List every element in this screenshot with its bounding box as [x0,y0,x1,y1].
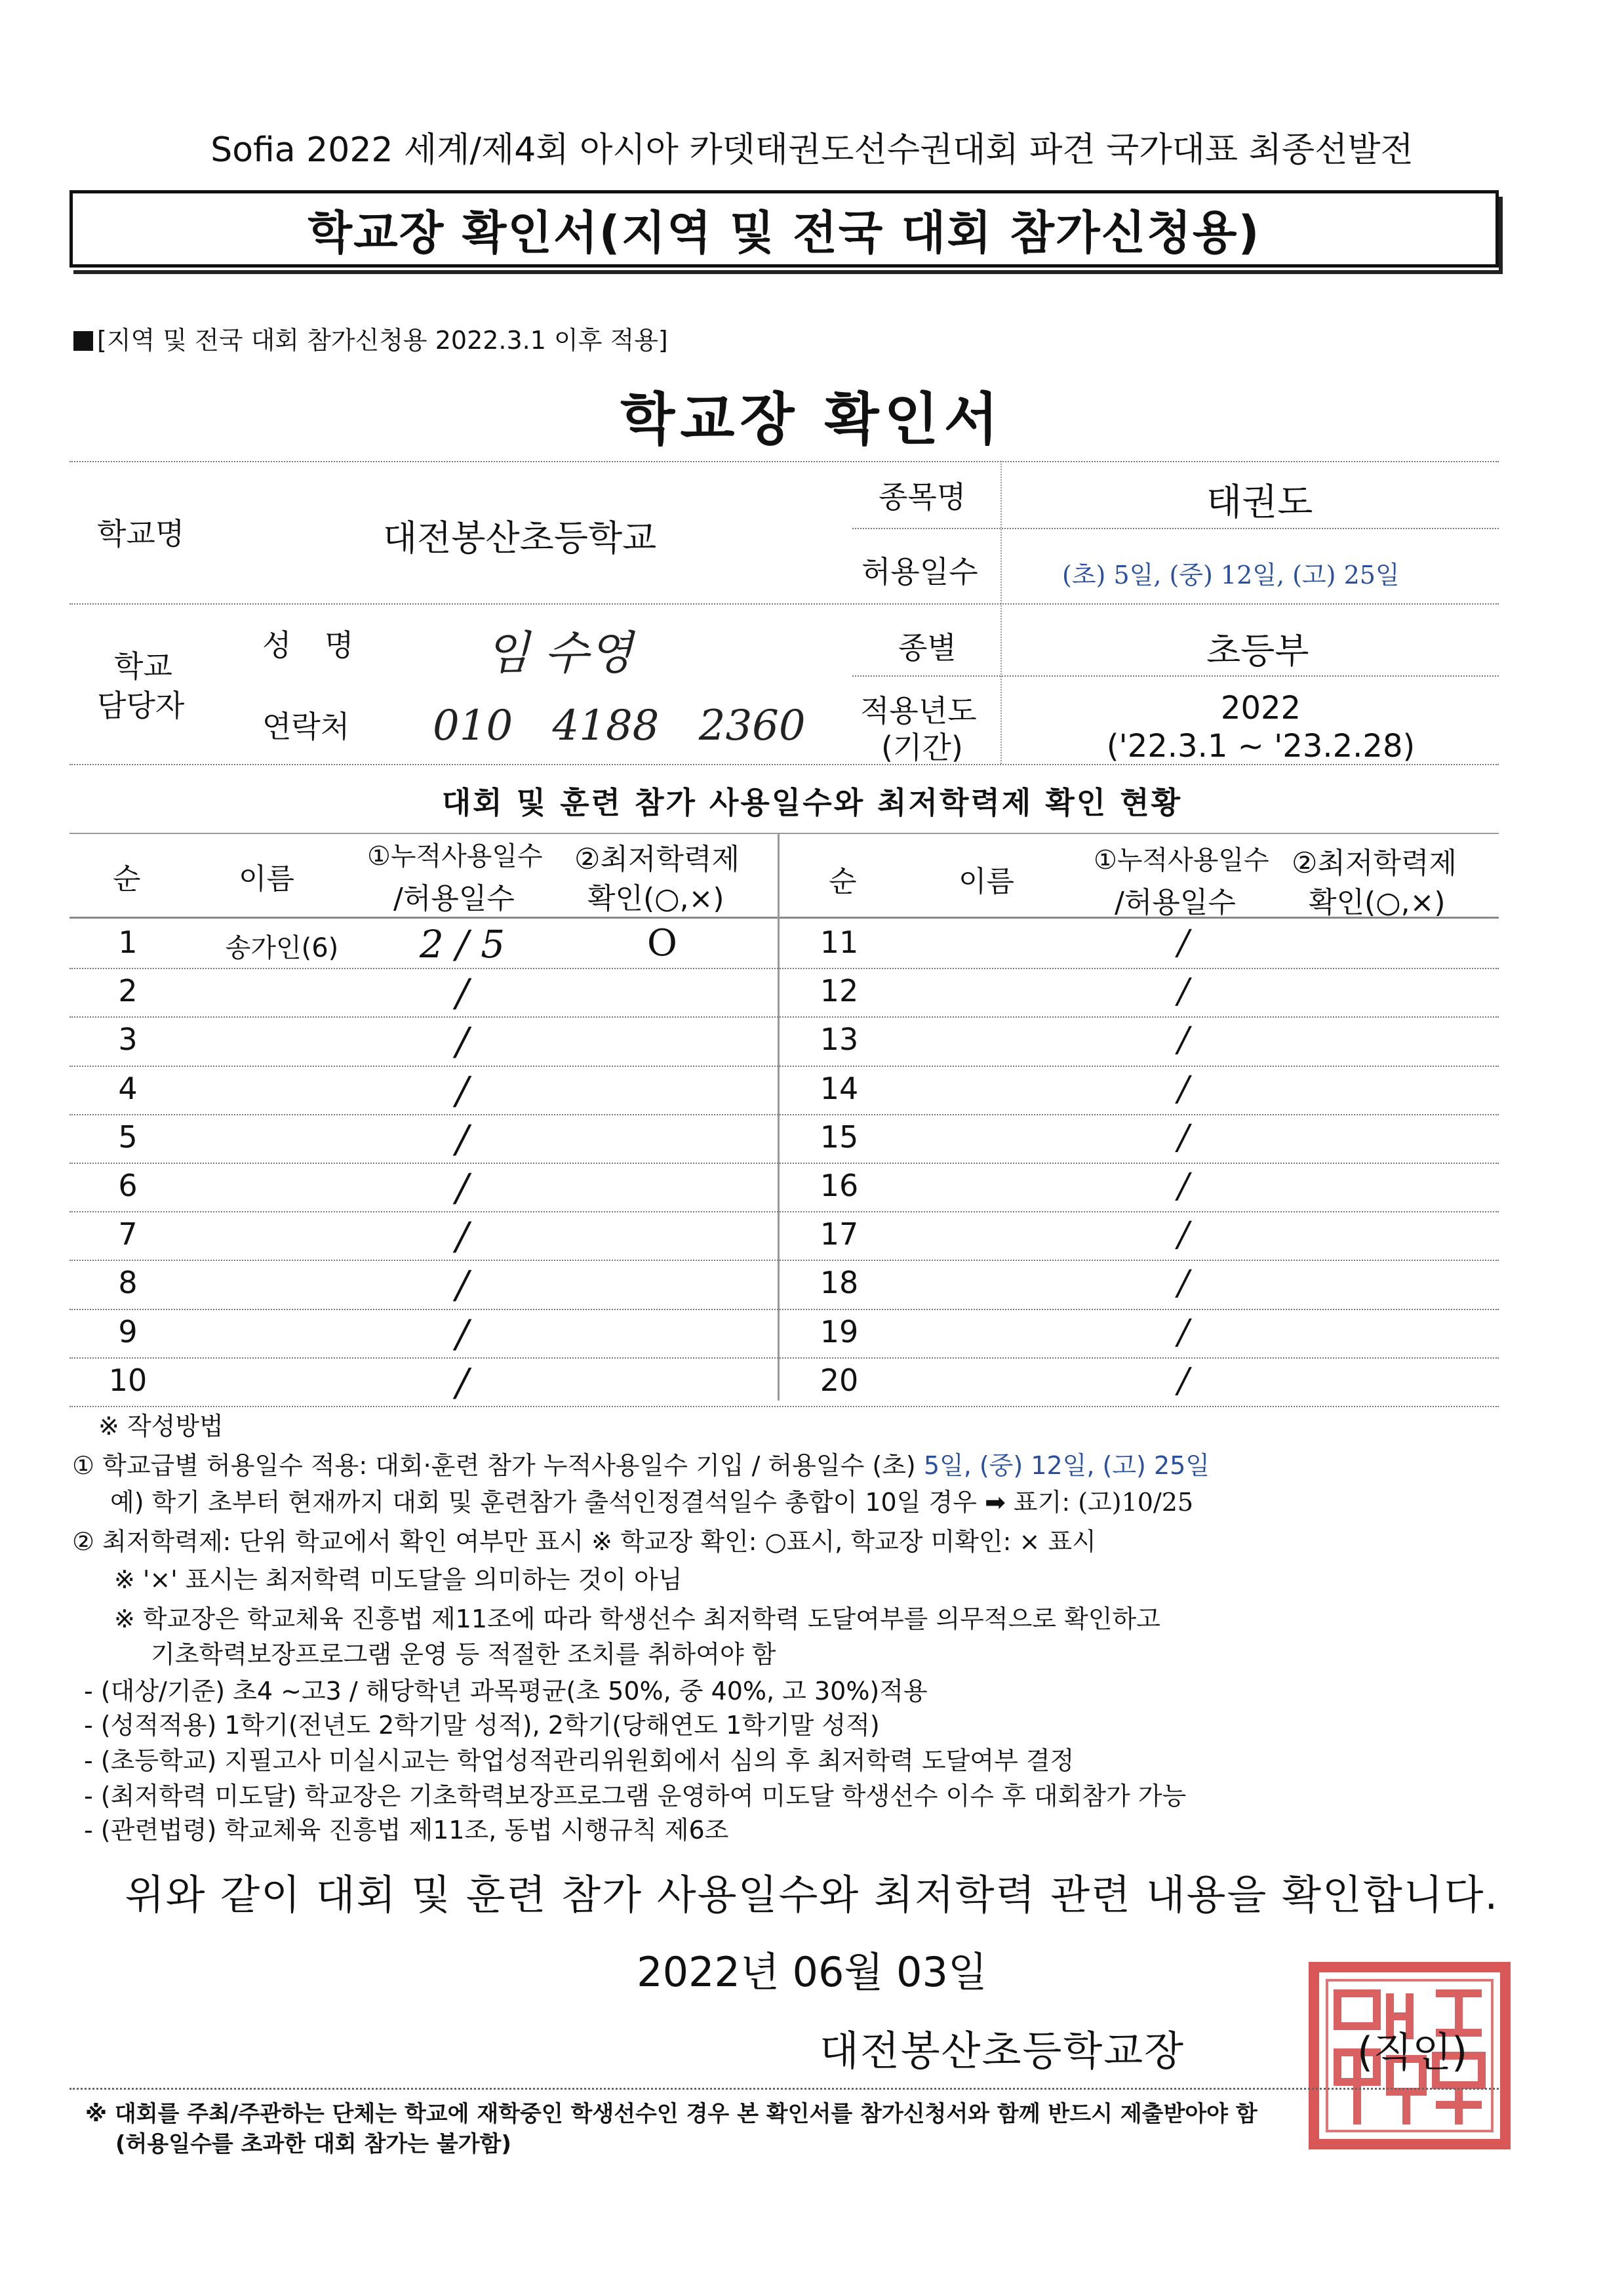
table-row-line [69,1406,1499,1407]
manager-label-1: 학교 [114,649,172,684]
header-min-right-2: 확인(○,×) [1309,886,1446,919]
info-line-sport [852,528,1499,529]
row-days-right: / [1178,1361,1189,1401]
header-name-left: 이름 [239,862,295,896]
header-days-right-2: /허용일수 [1115,886,1236,919]
row-days-right: / [1178,1215,1189,1255]
method-line-3: ② 최저학력제: 단위 학교에서 확인 여부만 표시 ※ 학교장 확인: ○표시, 학교장 미확인: × 표시 [72,1527,1096,1556]
name-label: 성 명 [262,628,366,663]
info-top-line [69,461,1499,462]
table-header-line [69,917,1499,919]
method-line-6: 기초학력보장프로그램 운영 등 적절한 조치를 취하여야 함 [151,1640,776,1669]
contact-value: 010 4188 2360 [433,702,806,750]
row-days-left: / [456,1165,469,1210]
method-line-5: ※ 학교장은 학교체육 진흥법 제11조에 따라 학생선수 최저학력 도달여부를 의무적으로 확인하고 [114,1605,1160,1633]
row-number-right: 18 [820,1265,859,1301]
row-number-left: 6 [118,1168,138,1203]
row-days-left: 2 / 5 [419,922,505,967]
row-min-left: O [647,922,677,965]
document-title: 학교장 확인서 [620,387,1004,452]
method-heading: ※ 작성방법 [98,1412,224,1441]
header-min-left-2: 확인(○,×) [587,882,724,915]
sport-value: 태권도 [1206,481,1313,524]
event-title: Sofia 2022 세계/제4회 아시아 카뎃태권도선수권대회 파견 국가대표 최종선발전 [210,130,1414,170]
header-days-right-1: ①누적사용일수 [1094,845,1269,875]
row-number-right: 19 [820,1313,859,1349]
table-row-line [69,1066,1499,1067]
method-line-1 [72,1445,1210,1481]
row-number-right: 13 [820,1022,859,1058]
table-top-line [69,833,1499,834]
row-number-left: 5 [118,1119,138,1155]
row-days-right: / [1178,923,1189,963]
division-value: 초등부 [1206,630,1309,671]
table-row-line [69,1016,1499,1018]
table-row-line [69,1260,1499,1261]
manager-label-2: 담당자 [97,688,185,723]
division-label: 종별 [898,630,957,666]
school-label: 학교명 [97,516,185,551]
contact-label: 연락처 [262,709,350,744]
applicability-note-text: [지역 및 전국 대회 참가신청용 2022.3.1 이후 적용] [97,326,668,355]
row-days-left: / [456,1116,469,1161]
row-number-right: 16 [820,1168,859,1203]
row-name-left: 송가인(6) [225,933,339,963]
square-bullet-icon [73,331,93,351]
principal-name: 대전봉산초등학교장 [820,2027,1185,2075]
method-line-4: ※ '×' 표시는 최저학력 미도달을 의미하는 것이 아님 [114,1565,683,1594]
method-line-2-text: 예) 학기 초부터 현재까지 대회 및 훈련참가 출석인정결석일수 총합이 10일 경우 ➡ 표기: [110,1488,1079,1517]
row-number-left: 7 [118,1216,138,1252]
footnote-line-1: ※ 대회를 주최/주관하는 단체는 학교에 재학중인 학생선수인 경우 본 확인서를 참가신청서와 함께 반드시 제출받아야 함 [85,2101,1258,2127]
info-line-school [69,603,1499,605]
school-value: 대전봉산초등학교 [383,517,657,559]
info-line-division [852,675,1499,677]
table-row-line [69,1309,1499,1310]
row-days-right: / [1178,1264,1189,1304]
year-value-1: 2022 [1220,690,1301,727]
row-number-left: 2 [118,973,138,1009]
row-days-left: / [456,1214,469,1259]
row-days-right: / [1178,1069,1189,1109]
table-row-line [69,968,1499,969]
seal-label: (직인) [1357,2028,1468,2076]
row-days-left: / [456,1262,469,1307]
allowed-days-value: (초) 5일, (중) 12일, (고) 25일 [1062,561,1400,589]
method-line-1-text: ① 학교급별 허용일수 적용: 대회·훈련 참가 누적사용일수 기입 / 허용일수 (초) [72,1451,924,1480]
row-number-left: 1 [118,925,138,960]
name-value: 임 수영 [485,626,633,680]
row-number-left: 3 [118,1022,138,1058]
row-number-right: 11 [820,925,859,960]
table-row-line [69,1211,1499,1212]
row-number-left: 9 [118,1313,138,1349]
row-days-right: / [1178,1312,1189,1352]
method-line-7: - (대상/기준) 초4 ~고3 / 해당학년 과목평균(초 50%, 중 40%, 고 30%)적용 [84,1677,928,1706]
method-line-10: - (최저학력 미도달) 학교장은 기초학력보장프로그램 운영하여 미도달 학생선수 이수 후 대회참가 가능 [84,1782,1187,1810]
row-days-right: / [1178,1167,1189,1206]
header-name-right: 이름 [959,865,1015,898]
header-min-right-1: ②최저학력제 [1292,847,1457,880]
table-row-line [69,1357,1499,1359]
section-title: 대회 및 훈련 참가 사용일수와 최저학력제 확인 현황 [441,785,1183,820]
row-days-right: / [1178,972,1189,1012]
row-number-right: 15 [820,1119,859,1155]
header-no-left: 순 [113,862,141,896]
method-line-9: - (초등학교) 지필고사 미실시교는 학업성적관리위원회에서 심의 후 최저학력 도달여부 결정 [84,1746,1075,1775]
table-row-line [69,1114,1499,1115]
year-label-1: 적용년도 [860,693,977,728]
footnote-line-2: (허용일수를 초과한 대회 참가는 불가함) [115,2131,511,2157]
header-no-right: 순 [829,865,857,898]
row-days-right: / [1178,1117,1189,1157]
method-line-2-example: (고)10/25 [1078,1488,1194,1517]
row-number-right: 12 [820,973,859,1009]
header-min-left-1: ②최저학력제 [574,843,740,876]
row-days-left: / [456,1311,469,1356]
method-line-2 [110,1482,1193,1518]
row-days-right: / [1178,1020,1189,1060]
row-number-left: 4 [118,1070,138,1106]
sport-label: 종목명 [879,479,966,515]
row-number-right: 17 [820,1216,859,1252]
year-value-2: ('22.3.1 ~ '23.2.28) [1106,728,1416,765]
row-number-right: 20 [820,1362,859,1398]
method-line-1-days: 5일, (중) 12일, (고) 25일 [923,1451,1210,1480]
row-days-left: / [456,1068,469,1113]
row-days-left: / [456,1359,469,1405]
row-days-left: / [456,970,469,1016]
confirmation-text: 위와 같이 대회 및 훈련 참가 사용일수와 최저학력 관련 내용을 확인합니다. [125,1871,1499,1919]
row-number-left: 8 [118,1265,138,1301]
year-label-2: (기간) [881,730,963,765]
method-line-11: - (관련법령) 학교체육 진흥법 제11조, 동법 시행규칙 제6조 [84,1816,729,1845]
table-middle-divider [778,833,780,1401]
header-days-left-1: ①누적사용일수 [367,841,543,871]
row-days-left: / [456,1019,469,1064]
row-number-left: 10 [108,1362,148,1398]
table-row-line [69,1163,1499,1164]
box-title: 학교장 확인서(지역 및 전국 대회 참가신청용) [69,190,1499,268]
method-line-8: - (성적적용) 1학기(전년도 2학기말 성적), 2학기(당해연도 1학기말 성적) [84,1711,880,1740]
header-days-left-2: /허용일수 [393,882,515,915]
applicability-note [73,320,668,356]
row-number-right: 14 [820,1070,859,1106]
footnote-divider [69,2088,1499,2090]
allowed-days-label: 허용일수 [862,554,978,589]
info-vline [1000,461,1002,764]
confirmation-date: 2022년 06월 03일 [637,1948,987,1996]
